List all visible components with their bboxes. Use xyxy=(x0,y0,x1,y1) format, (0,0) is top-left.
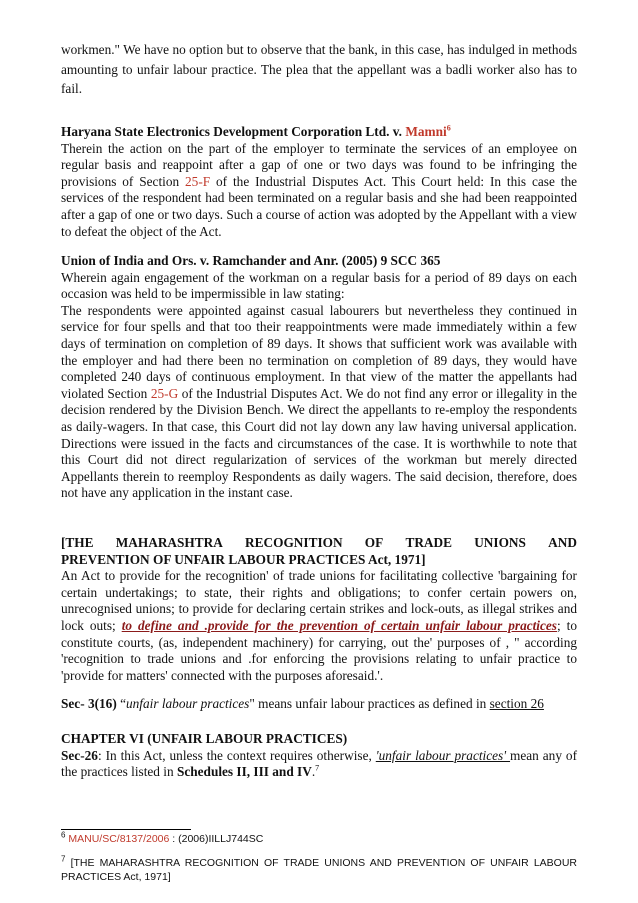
footnote-divider xyxy=(61,829,191,830)
act-heading-word: UNIONS xyxy=(474,535,526,550)
footnote-7 xyxy=(61,854,577,884)
case-ramchander-quote-a: The respondents were appointed against casual labourers but nevertheless they continued in service for four spells and that too their reappointments were made immediately within a few days of termination on completion of 89 days. It shows that sufficient work was available with the employer and had there been no termination on completion of 89 days, they would have completed 240 days of continuous employment. In that view of the matter the appellants had violated Section xyxy=(61,302,577,401)
act-heading-word: MAHARASHTRA xyxy=(115,535,223,550)
case-haryana-title-text: Haryana State Electronics Development Corporation Ltd. v. xyxy=(61,124,406,139)
case-ramchander-lead: Wherein again engagement of the workman on a regular basis for a period of 89 days on each occasion was held to be impermissible in law stating: xyxy=(61,269,577,302)
footnote-ref-7[interactable]: 7 xyxy=(315,763,320,773)
footnote-ref-6[interactable]: 6 xyxy=(446,123,451,133)
sec-3-16-text xyxy=(61,696,577,713)
act-body-b: ; to constitute courts, (as, independent machinery) for carrying, out the' purposes of , " according 'recognition to trade unions and .for enforcing the provisions relating to unfair practice to 'provide for matters' connected with the purposes aforesaid.'. xyxy=(61,617,577,683)
case-haryana-party-link[interactable]: Mamni xyxy=(405,124,447,139)
sec-26-schedules: Schedules II, III and IV xyxy=(176,764,312,780)
act-heading-line1 xyxy=(61,535,577,552)
act-heading-word: AND xyxy=(548,535,577,550)
act-body-a: An Act to provide for the recognition' of trade unions for facilitating collective 'bargaining for certain undertakings; to state, their rights and obligations; to confer certain powers on, unrecognised unions; to provide for declaring certain strikes and lock-outs, as illegal strikes and lock outs; xyxy=(61,568,577,633)
sec-3-16-term: unfair labour practices xyxy=(126,696,250,711)
footnote-6-number: 6 xyxy=(61,830,66,840)
footnote-6-citation-link[interactable]: MANU/SC/8137/2006 xyxy=(68,833,170,845)
sec-26-text xyxy=(61,748,577,781)
act-body xyxy=(61,568,577,684)
sec-26-term: 'unfair labour practices' xyxy=(375,747,511,763)
sec-26-label: Sec-26 xyxy=(61,747,98,763)
act-heading-word: TRADE xyxy=(405,535,452,550)
sec-26-text-a: : In this Act, unless the context requires otherwise, xyxy=(97,747,376,763)
chapter-vi xyxy=(61,731,577,781)
case-ramchander-title: Union of India and Ors. v. Ramchander and Anr. (2005) 9 SCC 365 xyxy=(61,253,441,268)
act-heading-line2: PREVENTION OF UNFAIR LABOUR PRACTICES Act, 1971] xyxy=(61,551,426,567)
act-heading-word: [THE xyxy=(61,535,94,550)
case-ramchander-quote xyxy=(61,303,577,502)
case-haryana-body xyxy=(61,141,577,241)
case-haryana-title xyxy=(61,124,577,141)
intro-paragraph xyxy=(61,40,577,99)
act-heading-word: RECOGNITION xyxy=(245,535,343,550)
sec-26-text-c: . xyxy=(311,764,316,780)
act-heading-word: OF xyxy=(364,535,384,550)
intro-text: workmen." We have no option but to observe that the bank, in this case, has indulged in methods amounting to unfair labour practice. The plea that the appellant was a badli worker also has to fail. xyxy=(61,42,577,96)
section-25f-link[interactable]: 25-F xyxy=(185,173,211,189)
sec-3-16-open-quote: “ xyxy=(116,696,126,711)
footnote-6 xyxy=(61,830,577,847)
act-section xyxy=(61,535,577,684)
section-25g-link[interactable]: 25-G xyxy=(150,385,179,401)
sec-3-16-label: Sec- 3(16) xyxy=(61,696,117,711)
sec-26-text-b: mean any of the practices listed in xyxy=(61,747,578,780)
case-haryana-body-a: Therein the action on the part of the employer to terminate the services of an employee on regular basis and reappoint after a gap of one or two days was found to be infringing the provisions of Section xyxy=(61,140,577,189)
case-ramchander-quote-b: of the Industrial Disputes Act. We do not find any error or illegality in the decision rendered by the Division Bench. We direct the appellants to re-employ the respondents as daily-wagers. In that case, this Court did not lay down any law having universal application. Directions were issued in the facts and circumstances of the case. It is worthwhile to note that this Court did not direct regularization of services of the workman but merely directed Appellants therein to reemploy Respondents as daily wagers. The said decision, therefore, does not have any application in the instant case. xyxy=(61,385,577,501)
sec-3-16 xyxy=(61,696,577,713)
chapter-vi-title: CHAPTER VI (UNFAIR LABOUR PRACTICES) xyxy=(61,731,348,746)
case-haryana-body-b: of the Industrial Disputes Act. This Court held: In this case the services of the respondent had been terminated on a regular basis and she had been reappointed after a gap of one or two days. Such a course of action was adopted by the Appellant with a view to defeat the object of the Act. xyxy=(61,173,577,239)
act-body-emphasis: to define and .provide for the prevention of certain unfair labour practices xyxy=(121,617,557,633)
section-26-link[interactable]: section 26 xyxy=(489,696,544,711)
footnote-7-number: 7 xyxy=(61,854,66,864)
case-haryana xyxy=(61,124,577,240)
footnote-6-text: : (2006)IILLJ744SC xyxy=(169,833,264,845)
footnote-7-text: [THE MAHARASHTRA RECOGNITION OF TRADE UNIONS AND PREVENTION OF UNFAIR LABOUR PRACTICES Act, 1971] xyxy=(61,857,577,883)
sec-3-16-mid: " means unfair labour practices as defined in xyxy=(249,696,490,711)
case-ramchander xyxy=(61,253,577,502)
